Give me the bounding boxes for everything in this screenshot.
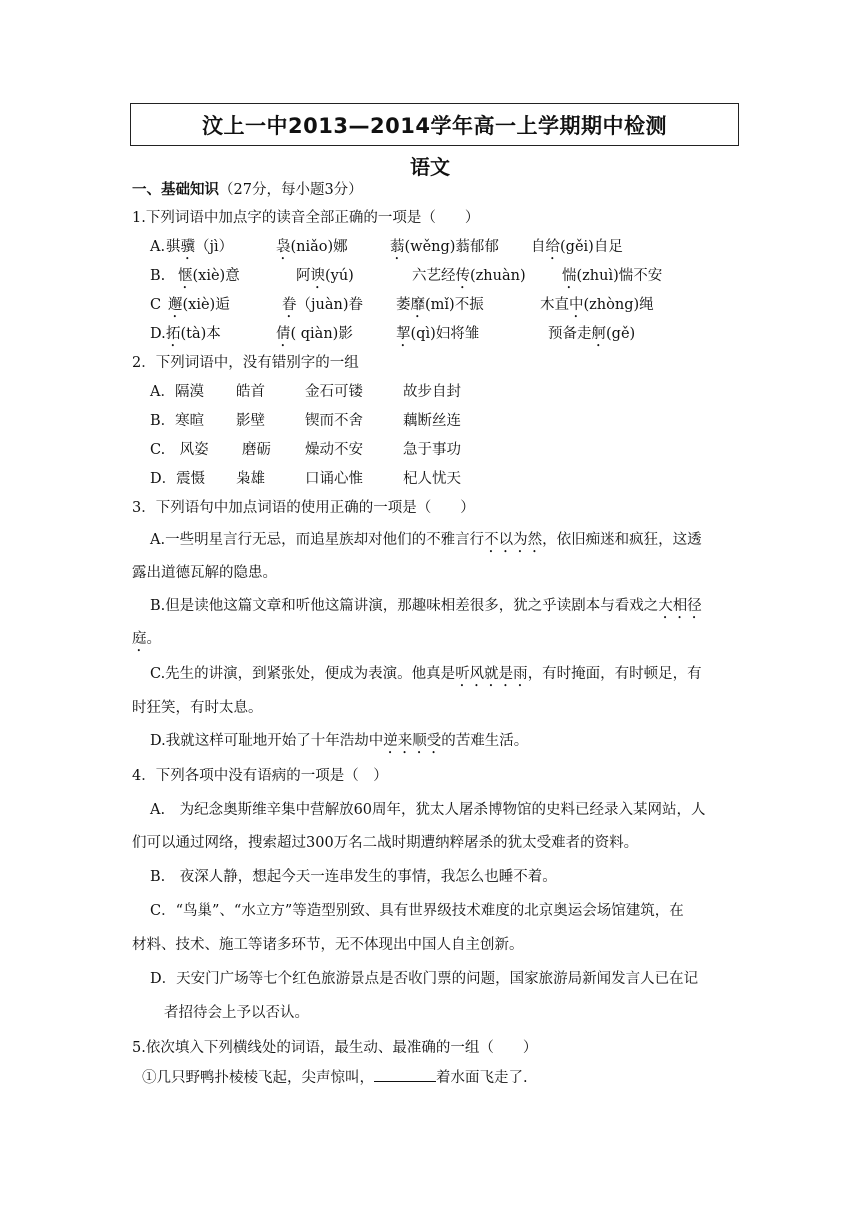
q1-a-label: A.	[150, 239, 166, 255]
q1-d-item-3: 挈(qì)妇将雏	[396, 326, 480, 342]
q3-a-dotted-phrase: 不以为然	[484, 532, 543, 548]
q3-option-c-line2: 时狂笑，有时太息。	[132, 700, 263, 716]
q2-d-w4: 杞人忧天	[403, 471, 461, 487]
q3-option-c-line1: C.先生的讲演，到紧张处，便成为表演。他真是听风就是雨，有时掩面，有时顿足，有	[150, 666, 702, 682]
q1-b-label: B.	[150, 268, 166, 284]
q2-c-w2: 磨砺	[242, 442, 271, 458]
q2-option-a	[150, 382, 750, 402]
q1-b-item-4: 惴(zhuì)惴不安	[562, 268, 663, 284]
subject-title: 语文	[410, 155, 450, 179]
q2-b-w1: B．寒暄	[150, 413, 205, 429]
q5-sentence-1: ①几只野鸭扑棱棱飞起，尖声惊叫， 着水面飞走了.	[142, 1066, 528, 1088]
q4-option-a-line2: 们可以通过网络，搜索超过300万名二战时期遭纳粹屠杀的犹太受难者的资料。	[132, 835, 639, 851]
q2-b-w3: 锲而不舍	[305, 413, 363, 429]
q1-option-d	[150, 324, 750, 344]
q1-option-b	[150, 266, 750, 286]
q1-option-c	[150, 295, 750, 315]
exam-title-box	[130, 103, 739, 146]
q3-b-dotted-phrase: 大相径	[658, 598, 702, 614]
q3-option-a-line2: 露出道德瓦解的隐患。	[132, 565, 277, 581]
q2-option-d	[150, 469, 750, 489]
section-heading	[132, 180, 363, 200]
q3-option-b-line1: B.但是读他这篇文章和听他这篇讲演，那趣味相差很多，犹之乎读剧本与看戏之大相径	[150, 598, 702, 614]
q1-a-item-3: 蓊(wěng)蓊郁郁	[390, 239, 499, 255]
q2-c-w4: 急于事功	[403, 442, 461, 458]
q2-a-w1: A．隔漠	[150, 384, 204, 400]
q4-option-c-line2: 材料、技术、施工等诸多环节，无不体现出中国人自主创新。	[132, 937, 524, 953]
q1-c-item-2: 眷（juàn)眷	[282, 297, 363, 313]
q4-option-d-line2: 者招待会上予以否认。	[164, 1005, 309, 1021]
q2-a-w2: 皓首	[236, 384, 265, 400]
section-note: （27分，每小题3分）	[219, 182, 363, 198]
q1-a-item-4: 自给(gěi)自足	[531, 239, 623, 255]
q4-option-d-line1: D．天安门广场等七个红色旅游景点是否收门票的问题，国家旅游局新闻发言人已在记	[150, 971, 699, 987]
q2-a-w3: 金石可镂	[305, 384, 363, 400]
q3-option-d-line1: D.我就这样可耻地开始了十年浩劫中逆来顺受的苦难生活。	[150, 733, 529, 749]
q4-option-c-line1: C．“鸟巢”、“水立方”等造型别致、具有世界级技术难度的北京奥运会场馆建筑，在	[150, 903, 684, 919]
q2-option-b	[150, 411, 750, 431]
q3-stem: 3．下列语句中加点词语的使用正确的一项是（ ）	[132, 500, 475, 516]
q3-c-dotted-phrase: 听风就是雨	[455, 666, 528, 682]
q1-b-item-3: 六艺经传(zhuàn)	[412, 268, 526, 284]
q1-a-item-1: 骐骥（jì）	[166, 239, 234, 255]
q1-d-item-4: 预备走舸(gě)	[548, 326, 636, 342]
q4-option-b: B. 夜深人静，想起今天一连串发生的事情，我怎么也睡不着。	[150, 869, 557, 885]
q2-d-w2: 枭雄	[236, 471, 265, 487]
q5-stem: 5.依次填入下列横线处的词语，最生动、最准确的一组（ ）	[132, 1040, 538, 1056]
section-label: 一、基础知识	[132, 182, 219, 198]
q1-b-item-1: 惬(xiè)意	[178, 268, 240, 284]
q1-b-item-2: 阿谀(yú)	[296, 268, 354, 284]
q1-c-item-3: 萎靡(mǐ)不振	[396, 297, 484, 313]
q2-option-c	[150, 440, 750, 460]
q4-stem: 4．下列各项中没有语病的一项是（ ）	[132, 768, 388, 784]
q2-c-w3: 燥动不安	[305, 442, 363, 458]
q1-d-item-1: 拓(tà)本	[166, 326, 221, 342]
q1-a-item-2: 袅(niǎo)娜	[276, 239, 348, 255]
q1-d-label: D.	[150, 326, 166, 342]
q2-b-w4: 藕断丝连	[403, 413, 461, 429]
q3-option-b-line2: 庭。	[132, 631, 161, 647]
q4-option-a-line1: A. 为纪念奥斯维辛集中营解放60周年，犹太人屠杀博物馆的史料已经录入某网站，人	[150, 802, 706, 818]
q2-stem: 2．下列词语中，没有错别字的一组	[132, 355, 359, 371]
q2-d-w3: 口诵心惟	[305, 471, 363, 487]
q1-stem: 1.下列词语中加点字的读音全部正确的一项是（ ）	[132, 210, 480, 226]
q1-option-a	[150, 237, 750, 257]
q2-c-w1: C. 风姿	[150, 442, 209, 458]
q1-d-item-2: 倩( qiàn)影	[276, 326, 353, 342]
q1-c-label: C	[150, 297, 162, 313]
q5-blank-1	[374, 1066, 436, 1082]
q1-c-item-4: 木直中(zhòng)绳	[540, 297, 654, 313]
q2-b-w2: 影壁	[236, 413, 265, 429]
q2-d-w1: D．震慑	[150, 471, 206, 487]
q1-c-item-1: 邂(xiè)逅	[168, 297, 230, 313]
q2-a-w4: 故步自封	[403, 384, 461, 400]
q3-d-dotted-phrase: 逆来顺受	[383, 733, 442, 749]
exam-title: 汶上一中2013—2014学年高一上学期期中检测	[202, 113, 667, 138]
q3-option-a-line1: A.一些明星言行无忌，而追星族却对他们的不雅言行不以为然，依旧痴迷和疯狂，这透	[150, 532, 702, 548]
